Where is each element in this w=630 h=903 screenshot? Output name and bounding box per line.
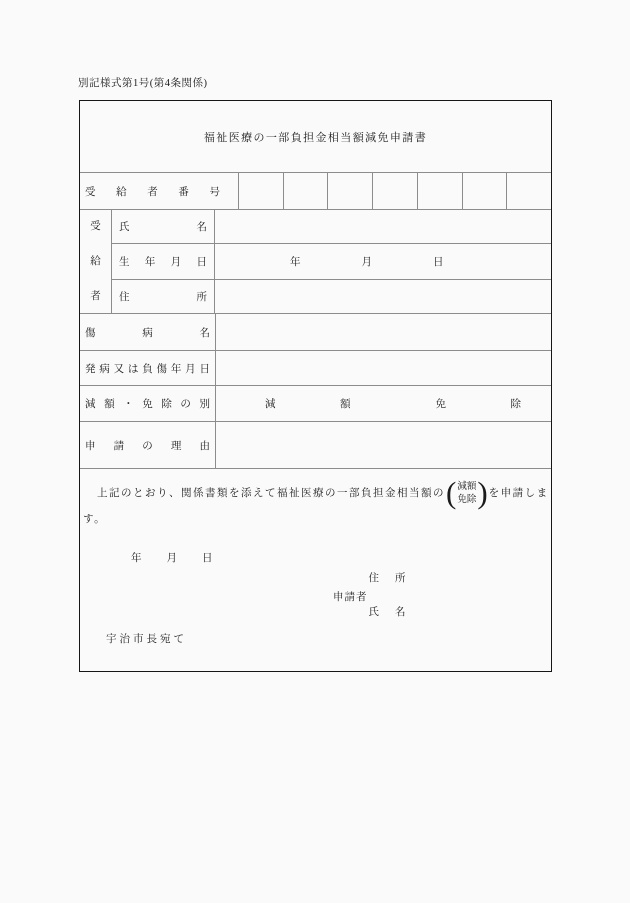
recipient-number-digit-box bbox=[506, 173, 551, 209]
closing-text-after: を申請します。 bbox=[83, 488, 549, 526]
disease-name-value-cell bbox=[216, 314, 551, 350]
closing-text-before: 上記のとおり、関係書類を添えて福祉医療の一部負担金相当額の bbox=[97, 488, 445, 500]
address-label: 住所 bbox=[119, 292, 207, 303]
addressee-line: 宇治市長宛て bbox=[106, 634, 187, 645]
birth-date-label-cell bbox=[112, 244, 215, 279]
recipient-rows bbox=[112, 210, 551, 313]
disease-name-row bbox=[80, 313, 551, 350]
recipient-number-row bbox=[80, 172, 551, 209]
form-title: 福祉医療の一部負担金相当額減免申請書 bbox=[203, 131, 428, 144]
address-label-cell bbox=[112, 280, 215, 313]
address-row bbox=[112, 279, 551, 313]
recipient-number-label: 受給者番号 bbox=[85, 186, 220, 198]
declaration-area bbox=[80, 468, 551, 671]
recipient-number-digit-box bbox=[417, 173, 462, 209]
category-value-cell bbox=[216, 386, 551, 421]
recipient-number-digit-box bbox=[327, 173, 372, 209]
title-row bbox=[80, 101, 551, 172]
onset-date-label-cell bbox=[80, 351, 216, 385]
name-label-cell bbox=[112, 210, 215, 243]
recipient-group-label-cell bbox=[80, 210, 112, 313]
birth-date-row bbox=[112, 243, 551, 279]
recipient-number-digit-box bbox=[372, 173, 417, 209]
name-value-cell bbox=[215, 210, 551, 243]
form-style-note: 別記様式第1号(第4条関係) bbox=[78, 78, 208, 89]
name-label: 氏名 bbox=[119, 222, 207, 233]
reduction-exemption-bracket bbox=[446, 475, 488, 511]
birth-year-label: 年 bbox=[290, 257, 301, 268]
recipient-section bbox=[80, 209, 551, 313]
recipient-number-digit-box bbox=[238, 173, 283, 209]
address-value-cell bbox=[215, 280, 551, 313]
disease-name-label-cell bbox=[80, 314, 216, 350]
application-date-line: 年月日 bbox=[131, 553, 238, 564]
close-paren: ) bbox=[477, 475, 488, 511]
birth-month-label: 月 bbox=[361, 257, 372, 268]
onset-date-label: 発病又は負傷年月日 bbox=[85, 363, 210, 375]
reason-row bbox=[80, 421, 551, 468]
recipient-number-label-cell bbox=[80, 173, 238, 209]
category-row bbox=[80, 385, 551, 421]
disease-name-label: 傷病名 bbox=[85, 327, 210, 339]
recipient-number-digit-box bbox=[283, 173, 328, 209]
onset-date-row bbox=[80, 350, 551, 385]
name-row bbox=[112, 210, 551, 243]
open-paren: ( bbox=[446, 475, 457, 511]
applicant-label: 申請者 bbox=[333, 591, 368, 603]
category-option-exemption: 免 除 bbox=[435, 399, 548, 410]
recipient-number-digit-box bbox=[462, 173, 507, 209]
reason-label: 申請の理由 bbox=[85, 440, 210, 452]
category-label-cell bbox=[80, 386, 216, 421]
applicant-name-label: 氏名 bbox=[368, 607, 422, 618]
closing-paragraph bbox=[83, 475, 549, 533]
category-label: 減額・免除の別 bbox=[85, 399, 210, 410]
category-option-reduction: 減 額 bbox=[265, 399, 378, 410]
applicant-block bbox=[333, 573, 422, 619]
reason-label-cell bbox=[80, 422, 216, 468]
bracket-reduction: 減額 bbox=[457, 482, 477, 492]
reason-value-cell bbox=[216, 422, 551, 468]
birth-day-label: 日 bbox=[433, 257, 444, 268]
bracket-exemption: 免除 bbox=[457, 494, 477, 505]
recipient-group-label: 受給者 bbox=[90, 221, 101, 302]
birth-date-value-cell bbox=[215, 244, 551, 279]
application-form-table bbox=[79, 100, 552, 672]
onset-date-value-cell bbox=[216, 351, 551, 385]
applicant-fields bbox=[369, 573, 422, 619]
applicant-address-label: 住所 bbox=[368, 573, 422, 584]
birth-date-label: 生年月日 bbox=[119, 257, 207, 268]
bracket-stack bbox=[456, 481, 477, 507]
